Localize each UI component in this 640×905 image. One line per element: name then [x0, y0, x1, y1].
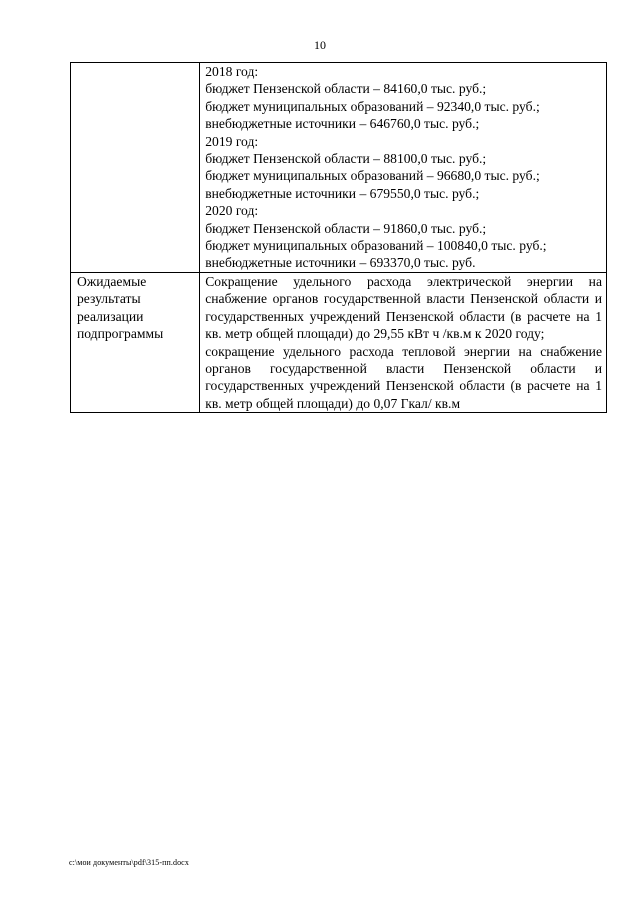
expected-results-cell — [200, 272, 607, 412]
program-table — [70, 62, 607, 413]
funding-cell — [200, 63, 607, 273]
funding-line-2019-regional: бюджет Пензенской области – 88100,0 тыс. руб.; — [205, 151, 487, 167]
funding-line-2020-extrabudgetary: внебюджетные источники – 693370,0 тыс. руб. — [205, 255, 476, 271]
funding-line-2020-heading: 2020 год: — [205, 203, 259, 219]
expected-results-label-line: результаты — [77, 291, 141, 307]
funding-line-2018-extrabudgetary: внебюджетные источники – 646760,0 тыс. руб.; — [205, 116, 480, 132]
expected-results-label-cell — [71, 272, 200, 412]
funding-line-2019-extrabudgetary: внебюджетные источники – 679550,0 тыс. руб.; — [205, 185, 480, 201]
funding-line-2020-regional: бюджет Пензенской области – 91860,0 тыс. руб.; — [205, 220, 487, 236]
funding-line-2019-municipal: бюджет муниципальных образований – 96680,0 тыс. руб.; — [205, 168, 540, 184]
table-row-funding — [71, 63, 607, 273]
heat-reduction-text: сокращение удельного расхода тепловой энергии на снабжение органов государственной власти Пензенской области и государственных учреждений Пензенской области (в расчете на 1 кв. метр общей площади) до 0,07 Гкал/ кв.м — [205, 343, 602, 411]
funding-line-2018-regional: бюджет Пензенской области – 84160,0 тыс. руб.; — [205, 81, 487, 97]
funding-line-2020-municipal: бюджет муниципальных образований – 100840,0 тыс. руб.; — [205, 238, 547, 254]
funding-line-2019-heading: 2019 год: — [205, 133, 259, 149]
expected-results-label-line: реализации — [77, 308, 144, 324]
electricity-reduction-text: Сокращение удельного расхода электрической энергии на снабжение органов государственной власти Пензенской области и государственных учреждений Пензенской области (в расчете на 1 кв. метр общей площади) до 29,55 кВт ч /кв.м к 2020 году; — [205, 273, 602, 342]
table-row-expected-results — [71, 272, 607, 412]
row-label-cell — [71, 63, 200, 273]
funding-line-2018-municipal: бюджет муниципальных образований – 92340,0 тыс. руб.; — [205, 98, 540, 114]
expected-results-label-line: подпрограммы — [77, 326, 164, 342]
funding-line-2018-heading: 2018 год: — [205, 64, 259, 79]
expected-results-label-line: Ожидаемые — [77, 273, 147, 289]
footer-file-path: c:\мои документы\pdf\315-пп.docx — [69, 858, 189, 867]
page-number: 10 — [314, 38, 326, 52]
